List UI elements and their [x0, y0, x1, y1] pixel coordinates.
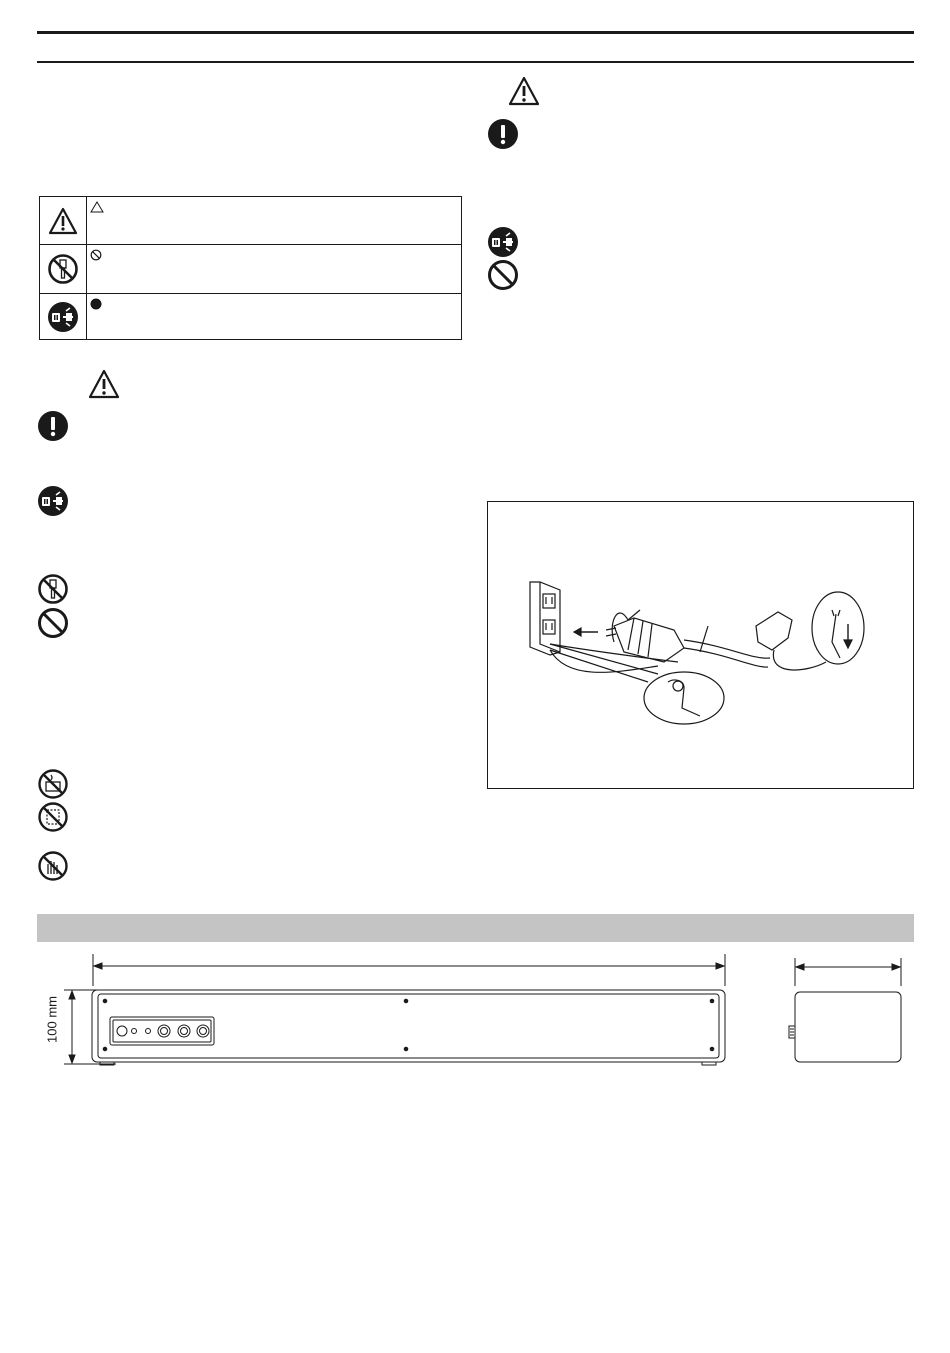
unplug-icon: [487, 226, 519, 258]
warning-triangle-outline-icon: [90, 201, 104, 213]
legend-row-warning: [40, 197, 461, 244]
prohibition-icon: [37, 607, 69, 639]
symbol-legend-table: [39, 196, 462, 340]
prohibition-icon: [487, 259, 519, 291]
prohibition-circle-small-icon: [90, 249, 102, 261]
header-bottom-rule: [37, 61, 914, 63]
no-water-icon: [37, 768, 69, 800]
no-disassemble-icon: [47, 253, 79, 285]
filled-circle-icon: [90, 298, 102, 310]
grounding-figure-box: [487, 501, 914, 789]
mandatory-icon: [487, 118, 519, 150]
dimensions-section-bar: [37, 914, 914, 942]
unplug-icon: [47, 301, 79, 333]
no-wet-location-icon: [37, 801, 69, 833]
top-rule: [37, 31, 914, 34]
warning-triangle-icon: [48, 207, 78, 235]
no-disassemble-icon: [37, 573, 69, 605]
front-view-dimension-drawing: [50, 952, 740, 1072]
warning-triangle-icon: [88, 369, 120, 399]
side-view-dimension-drawing: [780, 952, 910, 1072]
unplug-icon: [37, 485, 69, 517]
mandatory-icon: [37, 410, 69, 442]
no-wet-hands-icon: [37, 850, 69, 882]
grounded-plug-outlet-illustration: [488, 502, 912, 787]
warning-triangle-icon: [508, 76, 540, 106]
legend-row-prohibited: [40, 244, 461, 293]
legend-row-mandatory: [40, 293, 461, 340]
height-dimension-label: 100 mm: [44, 996, 60, 1043]
